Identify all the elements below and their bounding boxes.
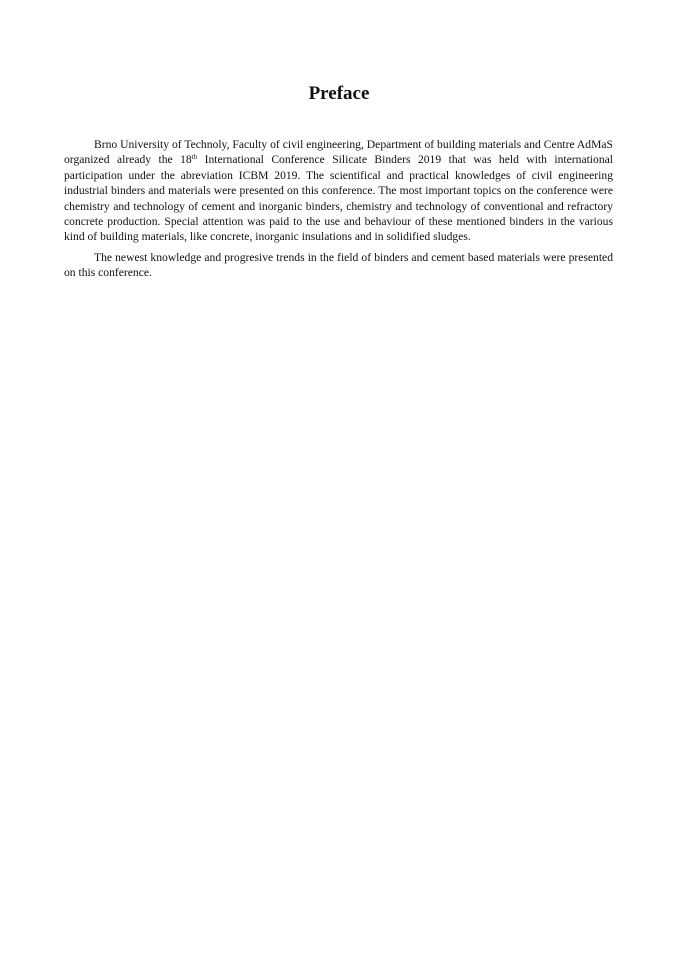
- body-text: [64, 137, 613, 286]
- paragraph-1: [64, 137, 613, 245]
- page-title: Preface: [308, 83, 370, 104]
- paragraph-1-part-2: International Conference Silicate Binders 2019 that was held with international participation under the abreviation ICBM 2019. The scientifical and practical knowledges of civil engineering industrial binders and materials were presented on this conference. The most important topics on the conference were chemistry and technology of cement and inorganic binders, chemistry and technology of conventional and refractory concrete production. Special attention was paid to the use and behaviour of these mentioned binders in the various kind of building materials, like concrete, inorganic insulations and in solidified sludges.: [64, 153, 613, 244]
- paragraph-1-part-1: Brno University of Technoly, Faculty of civil engineering, Department of building materials and Centre AdMaS organized already the 18: [64, 138, 613, 167]
- ordinal-superscript: th: [191, 153, 198, 162]
- paragraph-2: The newest knowledge and progresive trends in the field of binders and cement based materials were presented on this conference.: [64, 250, 613, 280]
